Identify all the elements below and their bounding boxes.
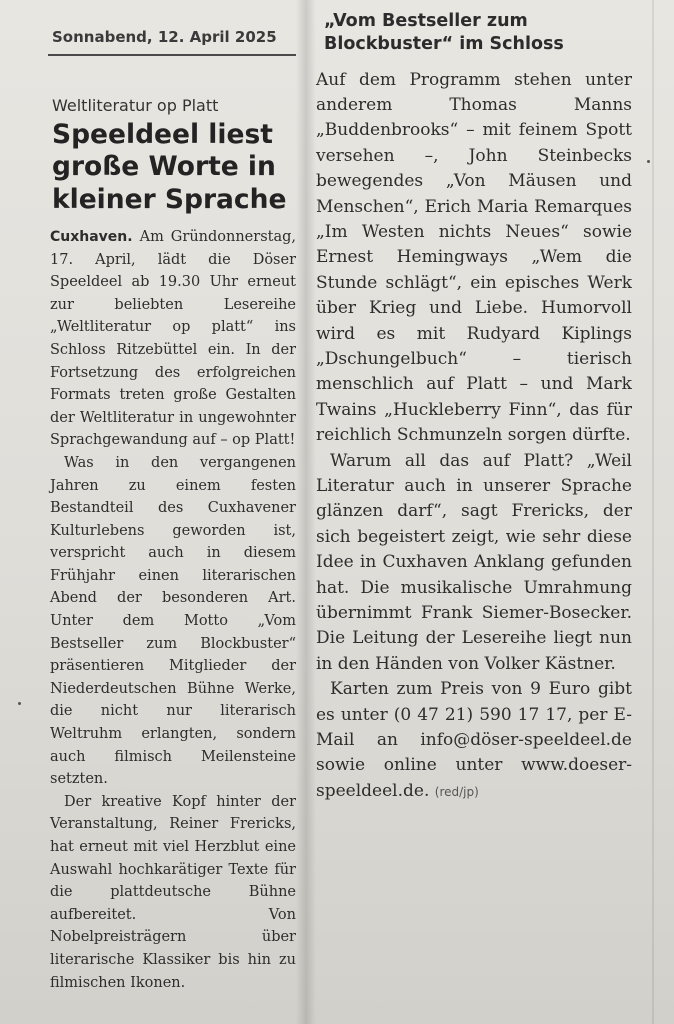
paragraph-4: Auf dem Programm stehen unter anderem Thomas Manns „Buddenbrooks“ – mit feinem Spott versehen –, John Steinbecks bewegendes „Von Mäusen und Menschen“, Erich Maria Remarques „Im Westen nichts Neues“ sowie Ernest Hemingways „Wem die Stunde schlägt“, ein episches Werk über Krieg und Liebe. Humorvoll wird es mit Rudyard Kiplings „Dschungelbuch“ – tierisch menschlich auf Platt – und Mark Twains „Huckleberry Finn“, das für reichlich Schmunzeln sorgen dürfte. — [316, 69, 632, 446]
subhead-line-2: Blockbuster“ im Schloss — [324, 33, 564, 54]
right-body-text — [314, 68, 632, 806]
subhead-line-1: „Vom Bestseller zum — [324, 11, 528, 31]
paragraph-6 — [316, 677, 632, 805]
print-speck — [18, 702, 21, 705]
print-speck — [647, 160, 650, 163]
date-rule — [48, 54, 296, 56]
right-column — [314, 10, 632, 1014]
paragraph-3: Der kreative Kopf hinter der Veranstaltung, Reiner Frericks, hat erneut mit viel Herzblut eine Auswahl hochkarätiger Texte für die plattdeutsche Bühne aufbereitet. Von Nobelpreisträgern über literarische Klassiker bis hin zu filmischen Ikonen. — [50, 793, 296, 991]
paragraph-2: Was in den vergangenen Jahren zu einem festen Bestandteil des Cuxhavener Kulturlebens geworden ist, verspricht auch in diesem Frühjahr einen literarischen Abend der besonderen Art. Unter dem Motto „Vom Bestseller zum Blockbuster“ präsentieren Mitglieder der Niederdeutschen Bühne Werke, die nicht nur literarisch Weltruhm erlangten, sondern auch filmisch Meilensteine setzten. — [50, 454, 296, 788]
article-headline — [52, 119, 296, 216]
paragraph-1-text: Am Gründonnerstag, 17. April, lädt die Döser Speeldeel ab 19.30 Uhr erneut zur beliebten Lesereihe „Weltliteratur op platt“ ins Schloss Ritzebüttel ein. In der Fortsetzung des erfolgreichen Formats treten große Gestalten der Weltliteratur in ungewohnter Sprachgewandung auf – op Platt! — [50, 228, 296, 449]
article-kicker: Weltliteratur op Platt — [52, 96, 219, 115]
column-edge-line — [652, 0, 654, 1024]
headline-line-1: Speeldeel liest — [52, 119, 273, 150]
paper-fold-shadow — [296, 0, 316, 1024]
paragraph-5: Warum all das auf Platt? „Weil Literatur auch in unserer Sprache glänzen darf“, sagt Frericks, der sich begeistert zeigt, wie sehr diese Idee in Cuxhaven Anklang gefunden hat. Die musikalische Umrahmung übernimmt Frank Siemer-Bosecker. Die Leitung der Lesereihe liegt nun in den Händen von Volker Kästner. — [316, 450, 632, 674]
paragraph-1 — [50, 226, 296, 452]
paragraph-6-text: Karten zum Preis von 9 Euro gibt es unter (0 47 21) 590 17 17, per E-Mail an info@döser-speeldeel.de sowie online unter www.doeser-speeldeel.de. — [316, 679, 632, 801]
left-body-text — [48, 226, 296, 994]
headline-line-2: große Worte in — [52, 151, 276, 183]
author-credit: (red/jp) — [434, 784, 479, 799]
dateline-city: Cuxhaven. — [50, 228, 133, 245]
headline-line-3: kleiner Sprache — [52, 183, 287, 215]
article-subhead — [324, 10, 632, 56]
left-column — [48, 18, 296, 1018]
issue-date: Sonnabend, 12. April 2025 — [52, 28, 277, 46]
